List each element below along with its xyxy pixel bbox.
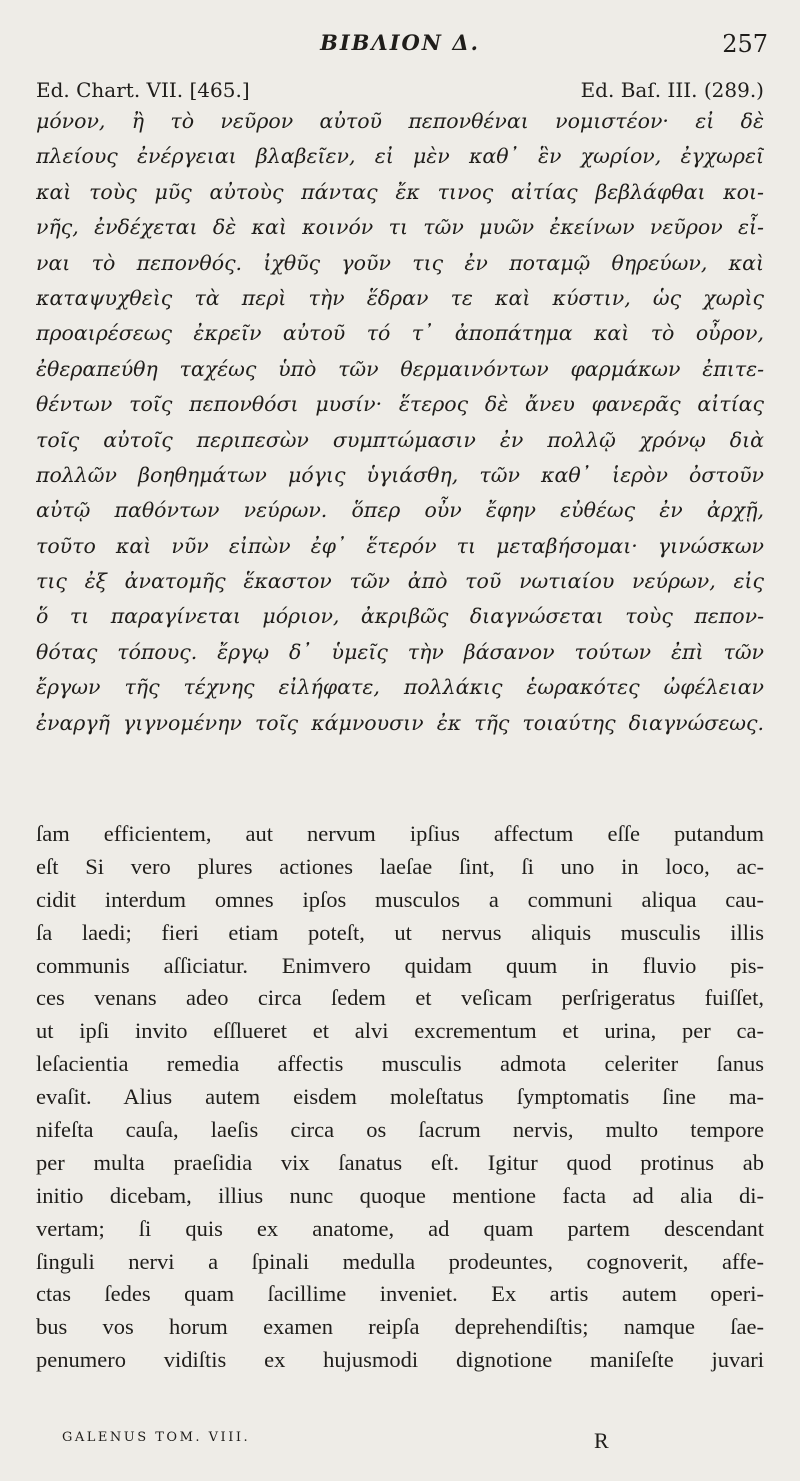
latin-text-line: evaſit. Alius autem eisdem moleſtatus ſymptomatis ſine ma- bbox=[36, 1084, 764, 1110]
latin-text-line: eſt Si vero plures actiones laeſae ſint, ſi uno in loco, ac- bbox=[36, 853, 764, 879]
latin-text-line: initio dicebam, illius nunc quoque mentione facta ad alia di- bbox=[36, 1182, 764, 1208]
greek-text-line: καὶ τοὺς μῦς αὐτοὺς πάντας ἔκ τινος αἰτίας βεβλάφθαι κοι- bbox=[36, 179, 764, 204]
greek-text-line: ναι τὸ πεπονθός. ἰχθῦς γοῦν τις ἐν ποταμῷ θηρεύων, καὶ bbox=[36, 250, 764, 275]
latin-text-line: ut ipſi invito eſſlueret et alvi excrementum et urina, per ca- bbox=[36, 1018, 764, 1044]
latin-text-line: cidit interdum omnes ipſos musculos a communi aliqua cau- bbox=[36, 886, 764, 912]
latin-text-line: nifeſta cauſa, laeſis circa os ſacrum nervis, multo tempore bbox=[36, 1117, 764, 1143]
latin-text-line: ſinguli nervi a ſpinali medulla prodeuntes, cognoverit, affe- bbox=[36, 1248, 764, 1274]
signature-mark: R bbox=[594, 1428, 609, 1453]
greek-text-line: ἐναργῆ γιγνομένην τοῖς κάμνουσιν ἐκ τῆς τοιαύτης διαγνώσεως. bbox=[36, 710, 764, 735]
latin-text-line: per multa praeſidia vix ſanatus eſt. Igitur quod protinus ab bbox=[36, 1149, 764, 1175]
latin-text-line: vertam; ſi quis ex anatome, ad quam partem descendant bbox=[36, 1215, 764, 1241]
greek-text-line: πλείους ἐνέργειαι βλαβεῖεν, εἰ μὲν καθ᾽ ἓν χωρίον, ἐγχωρεῖ bbox=[36, 144, 764, 169]
greek-text-line: ἔργων τῆς τέχνης εἰλήφατε, πολλάκις ἑωρακότες ὠφέλειαν bbox=[36, 675, 764, 700]
greek-text-line: νῆς, ἐνδέχεται δὲ καὶ κοινόν τι τῶν μυῶν ἐκείνων νεῦρον εἶ- bbox=[36, 215, 764, 240]
greek-text-line: τοῦτο καὶ νῦν εἰπὼν ἐφ᾽ ἕτερόν τι μεταβήσομαι· γινώσκων bbox=[36, 533, 764, 558]
edition-reference-basel: Ed. Baſ. III. (289.) bbox=[580, 78, 764, 102]
page-number: 257 bbox=[722, 30, 768, 58]
printer-signature: GALENUS TOM. VIII. bbox=[62, 1430, 251, 1445]
greek-text-line: πολλῶν βοηθημάτων μόγις ὑγιάσθη, τῶν καθ᾽ ἱερὸν ὀστοῦν bbox=[36, 462, 764, 487]
greek-text-line: θέντων τοῖς πεπονθόσι μυσίν· ἕτερος δὲ ἄνευ φανερᾶς αἰτίας bbox=[36, 392, 764, 417]
greek-text-line: ὅ τι παραγίνεται μόριον, ἀκριβῶς διαγνώσεται τοὺς πεπον- bbox=[36, 604, 764, 629]
greek-text-line: ἐθεραπεύθη ταχέως ὑπὸ τῶν θερμαινόντων φαρμάκων ἐπιτε- bbox=[36, 356, 764, 381]
running-title: ΒΙΒΛΙΟΝ Δ. bbox=[320, 30, 480, 55]
latin-text-line: leſacientia remedia affectis musculis admota celeriter ſanus bbox=[36, 1051, 764, 1077]
latin-text-line: communis aſſiciatur. Enimvero quidam quum in fluvio pis- bbox=[36, 952, 764, 978]
latin-text-line: penumero vidiſtis ex hujusmodi dignotione maniſeſte juvari bbox=[36, 1347, 764, 1373]
latin-text-line: ſa laedi; fieri etiam poteſt, ut nervus aliquis musculis illis bbox=[36, 919, 764, 945]
greek-text-block bbox=[36, 104, 764, 741]
greek-text-line: τοῖς αὐτοῖς περιπεσὼν συμπτώμασιν ἐν πολλῷ χρόνῳ διὰ bbox=[36, 427, 764, 452]
greek-text-line: μόνον, ἢ τὸ νεῦρον αὐτοῦ πεπονθέναι νομιστέον· εἰ δὲ bbox=[36, 109, 764, 133]
greek-text-line: προαιρέσεως ἐκρεῖν αὐτοῦ τό τ᾽ ἀποπάτημα καὶ τὸ οὖρον, bbox=[36, 321, 764, 346]
greek-text-line: αὐτῷ παθόντων νεύρων. ὅπερ οὖν ἔφην εὐθέως ἐν ἀρχῇ, bbox=[36, 498, 764, 523]
latin-text-line: bus vos horum examen reipſa deprehendiſtis; namque ſae- bbox=[36, 1314, 764, 1340]
latin-text-line: ctas ſedes quam ſacillime inveniet. Ex artis autem operi- bbox=[36, 1281, 764, 1307]
greek-text-line: θότας τόπους. ἔργῳ δ᾽ ὑμεῖς τὴν βάσανον τούτων ἐπὶ τῶν bbox=[36, 639, 764, 664]
greek-text-line: καταψυχθεὶς τὰ περὶ τὴν ἕδραν τε καὶ κύστιν, ὡς χωρὶς bbox=[36, 285, 764, 310]
latin-text-line: ces venans adeo circa ſedem et veſicam perſrigeratus fuiſſet, bbox=[36, 985, 764, 1011]
latin-text-block bbox=[36, 818, 764, 1377]
edition-reference-chart: Ed. Chart. VII. [465.] bbox=[36, 78, 250, 102]
latin-text-line: ſam efficientem, aut nervum ipſius affectum eſſe putandum bbox=[36, 821, 764, 846]
greek-text-line: τις ἐξ ἀνατομῆς ἕκαστον τῶν ἀπὸ τοῦ νωτιαίου νεύρων, εἰς bbox=[36, 569, 764, 594]
